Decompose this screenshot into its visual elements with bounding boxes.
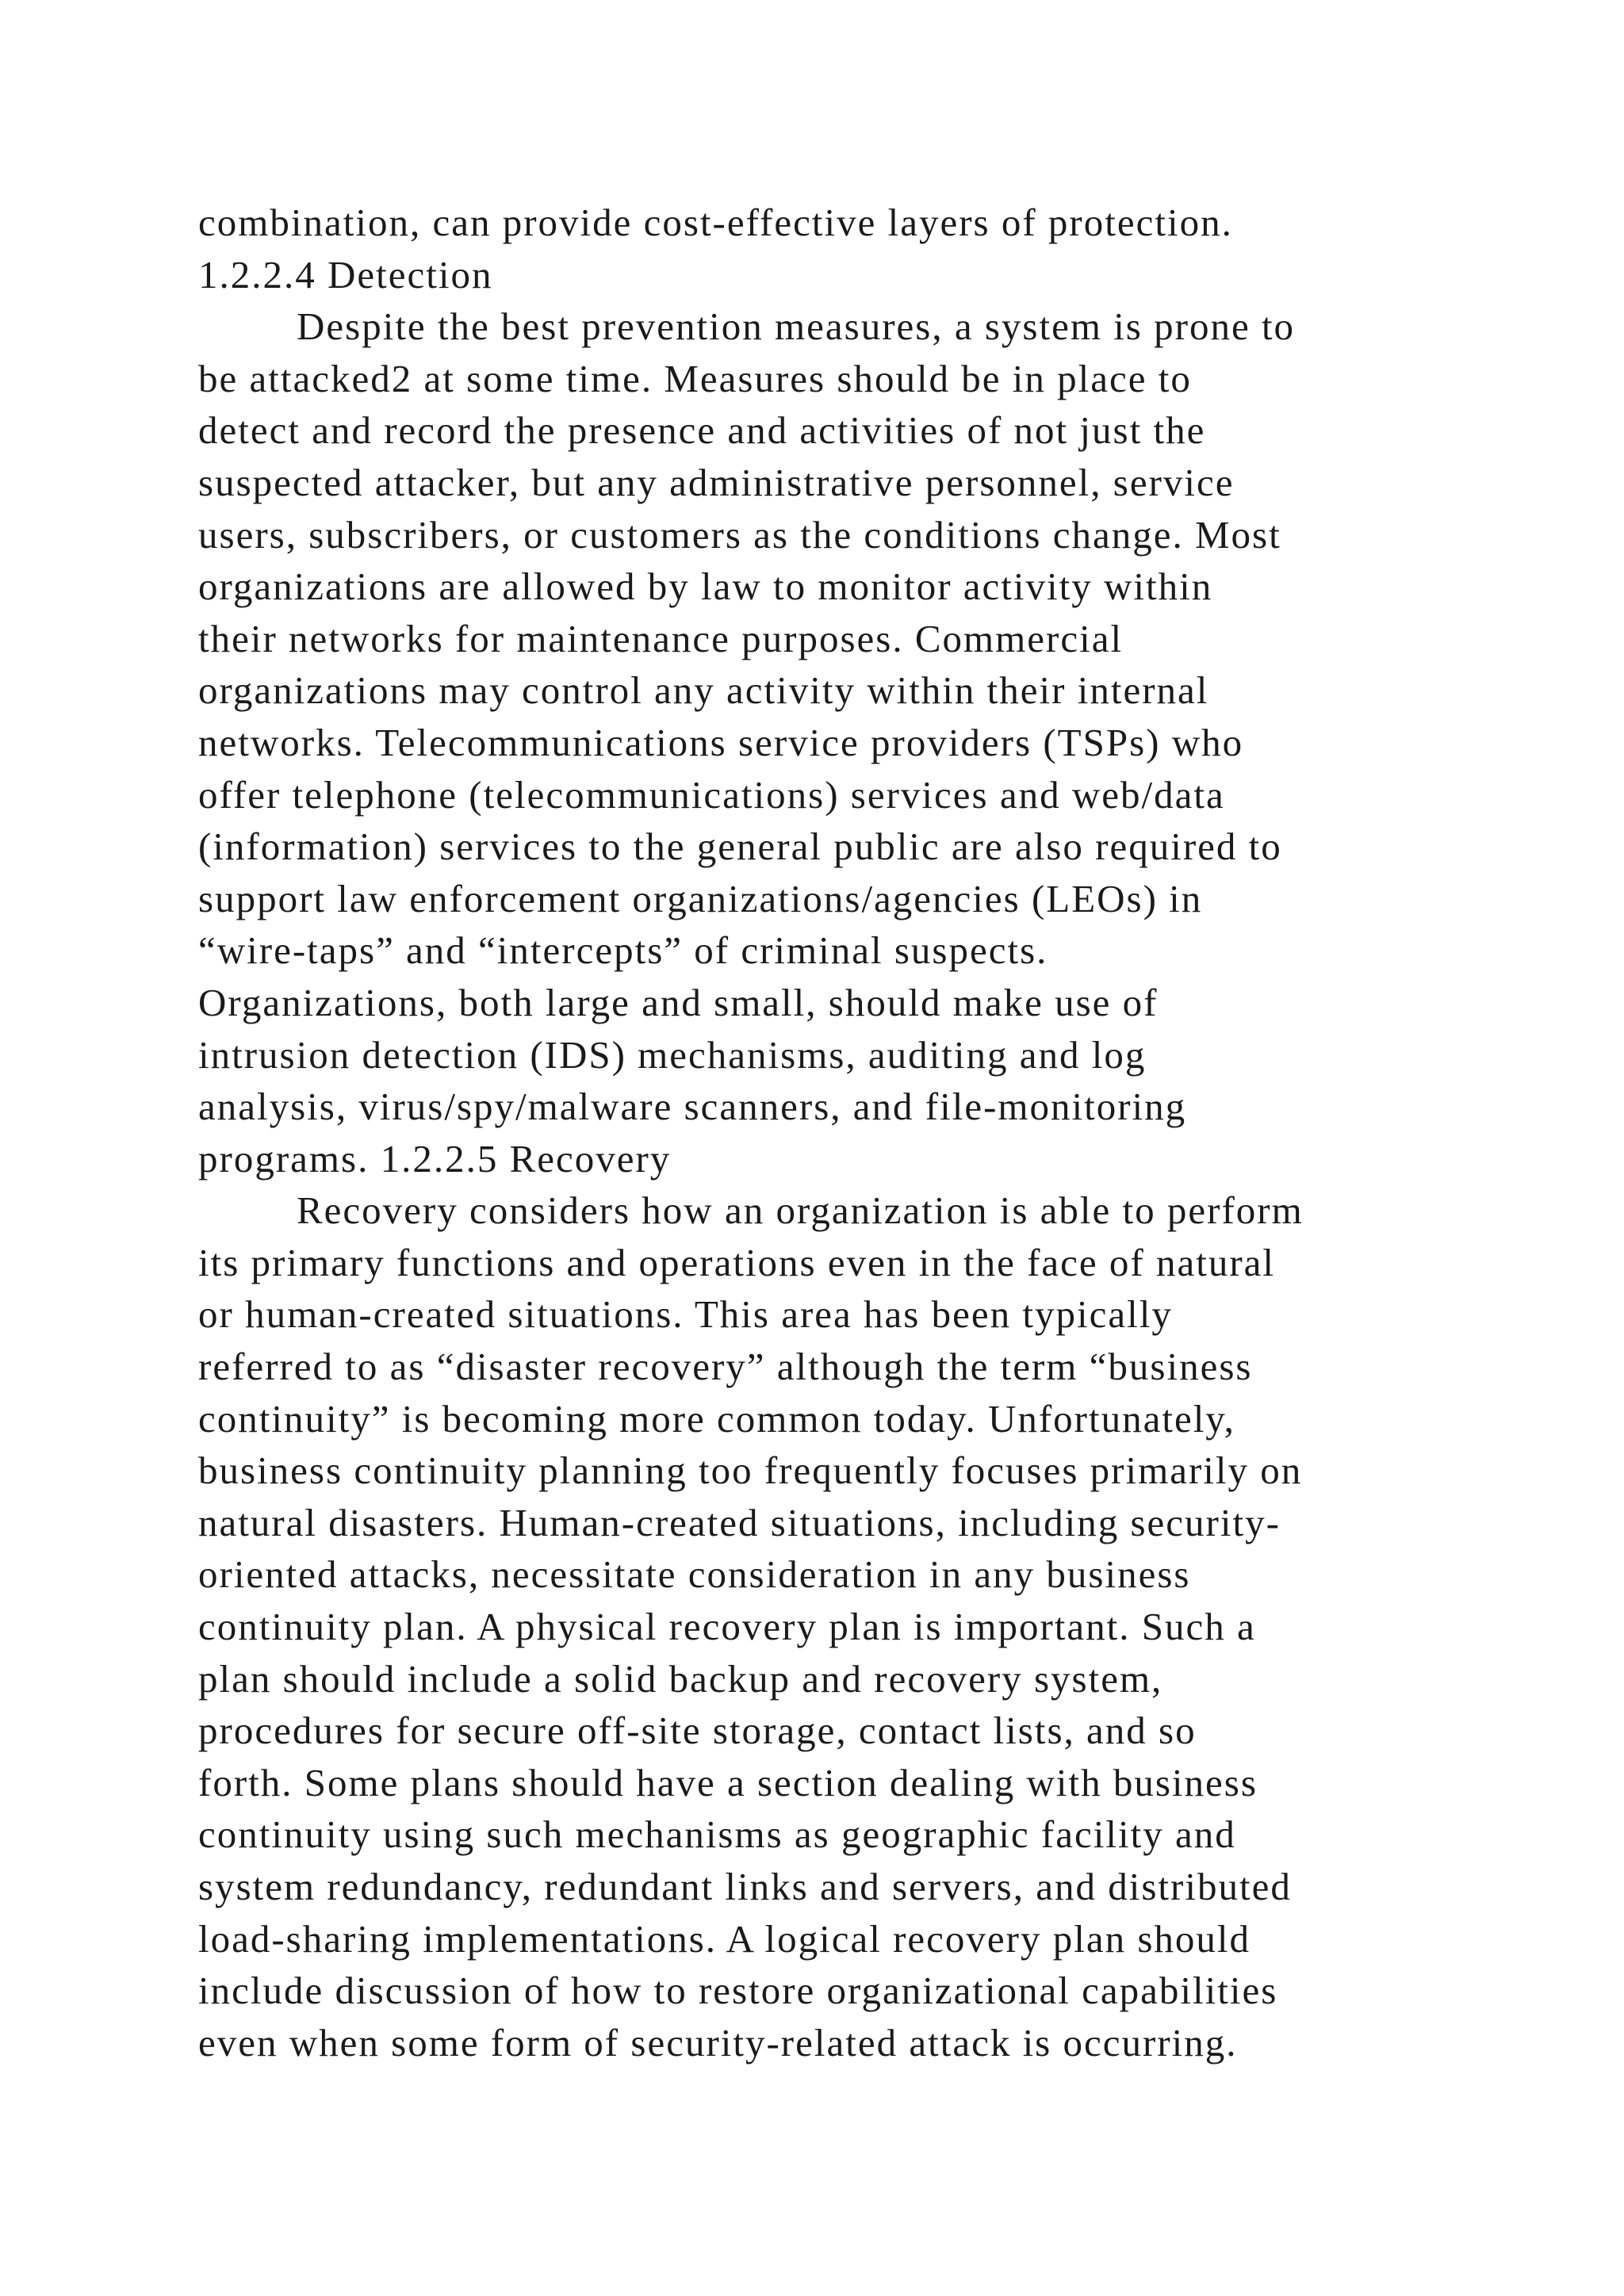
text-line: organizations are allowed by law to monitor activity within bbox=[198, 564, 1213, 609]
text-line: referred to as “disaster recovery” although the term “business bbox=[198, 1345, 1253, 1389]
text-line: business continuity planning too frequently focuses primarily on bbox=[198, 1448, 1303, 1493]
text-line: Recovery considers how an organization is able to perform bbox=[297, 1188, 1304, 1233]
text-line: or human-created situations. This area has been typically bbox=[198, 1292, 1173, 1337]
text-line: include discussion of how to restore organizational capabilities bbox=[198, 1969, 1278, 2013]
text-line: procedures for secure off-site storage, contact lists, and so bbox=[198, 1709, 1197, 1753]
text-line: (information) services to the general public are also required to bbox=[198, 825, 1282, 869]
text-line: system redundancy, redundant links and servers, and distributed bbox=[198, 1865, 1292, 1908]
text-line: offer telephone (telecommunications) services and web/data bbox=[198, 772, 1225, 817]
text-line: programs. 1.2.2.5 Recovery bbox=[198, 1136, 672, 1181]
text-line: load-sharing implementations. A logical recovery plan should bbox=[198, 1916, 1251, 1961]
text-line: analysis, virus/spy/malware scanners, and file-monitoring bbox=[198, 1085, 1187, 1129]
text-line: plan should include a solid backup and recovery system, bbox=[198, 1656, 1163, 1701]
text-line: “wire-taps” and “intercepts” of criminal suspects. bbox=[198, 928, 1048, 973]
text-line: its primary functions and operations even in the face of natural bbox=[198, 1240, 1276, 1284]
text-line: organizations may control any activity within their internal bbox=[198, 668, 1209, 713]
text-line: Organizations, both large and small, should make use of bbox=[198, 980, 1159, 1024]
text-line: continuity plan. A physical recovery plan is important. Such a bbox=[198, 1605, 1256, 1649]
text-line: intrusion detection (IDS) mechanisms, auditing and log bbox=[198, 1032, 1147, 1077]
text-line: oriented attacks, necessitate consideration in any business bbox=[198, 1552, 1191, 1597]
text-line: support law enforcement organizations/agencies (LEOs) in bbox=[198, 876, 1203, 920]
text-line: users, subscribers, or customers as the conditions change. Most bbox=[198, 512, 1281, 557]
text-line: natural disasters. Human-created situations, including security- bbox=[198, 1500, 1281, 1544]
text-line: their networks for maintenance purposes. Commercial bbox=[198, 616, 1124, 660]
text-line: be attacked2 at some time. Measures should be in place to bbox=[198, 356, 1192, 400]
text-line: networks. Telecommunications service providers (TSPs) who bbox=[198, 720, 1244, 764]
text-line: Despite the best prevention measures, a system is prone to bbox=[297, 304, 1296, 349]
text-line: continuity” is becoming more common today. Unfortunately, bbox=[198, 1396, 1235, 1441]
text-line: even when some form of security-related attack is occurring. bbox=[198, 2020, 1238, 2064]
text-line: continuity using such mechanisms as geographic facility and bbox=[198, 1812, 1236, 1857]
text-line: suspected attacker, but any administrative personnel, service bbox=[198, 460, 1235, 504]
text-line: forth. Some plans should have a section dealing with business bbox=[198, 1760, 1258, 1804]
text-line: detect and record the presence and activities of not just the bbox=[198, 408, 1206, 453]
text-line: 1.2.2.4 Detection bbox=[198, 252, 493, 297]
body-text bbox=[198, 197, 1499, 2068]
text-line: combination, can provide cost-effective layers of protection. bbox=[198, 201, 1233, 244]
